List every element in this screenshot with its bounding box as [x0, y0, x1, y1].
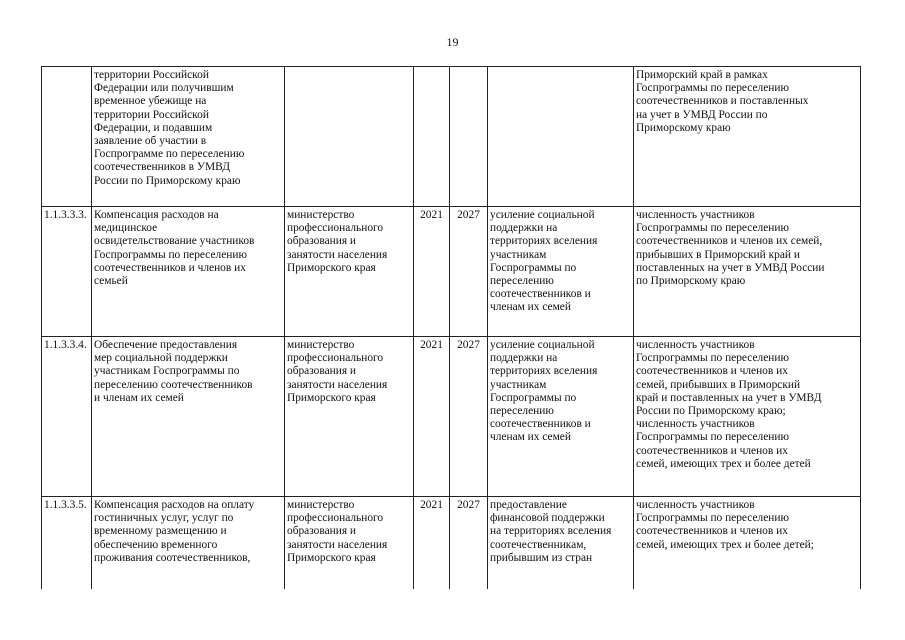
end-year-cell: 2027	[450, 207, 488, 337]
end-year-cell: 2027	[450, 497, 488, 589]
end-year-cell: 2027	[450, 337, 488, 497]
table-row	[42, 337, 861, 497]
start-year-cell: 2021	[414, 497, 450, 589]
table-row	[42, 497, 861, 589]
end-year-cell	[450, 67, 488, 207]
expected-result-cell: усиление социальной поддержки на территориях вселения участникам Госпрограммы по переселению соотечественников и членам их семей	[488, 207, 634, 337]
page-number: 19	[446, 35, 459, 49]
start-year-cell	[414, 67, 450, 207]
indicator-cell: численность участников Госпрограммы по переселению соотечественников и членов их семей, прибывших в Приморский край и поставленных на учет в УМВД России по Приморскому краю; численность участников Госпрограммы по переселению соотечественников и членов их семей, имеющих трех и более детей	[634, 337, 861, 497]
start-year-cell: 2021	[414, 337, 450, 497]
indicator-cell: численность участников Госпрограммы по переселению соотечественников и членов их семей, прибывших в Приморский край и поставленных на учет в УМВД России по Приморскому краю	[634, 207, 861, 337]
row-number-cell	[42, 67, 92, 207]
measure-name-cell: Компенсация расходов на медицинское освидетельствование участников Госпрограммы по переселению соотечественников и членов их семьей	[92, 207, 285, 337]
measure-name-cell: территории Российской Федерации или получившим временное убежище на территории Российской Федерации, и подавшим заявление об участии в Госпрограмме по переселению соотечественников в УМВД России по Приморскому краю	[92, 67, 285, 207]
table-row	[42, 207, 861, 337]
indicator-cell: численность участников Госпрограммы по переселению соотечественников и членов их семей, имеющих трех и более детей;	[634, 497, 861, 589]
table-row	[42, 67, 861, 207]
start-year-cell: 2021	[414, 207, 450, 337]
executor-cell: министерство профессионального образования и занятости населения Приморского края	[285, 207, 414, 337]
row-number-cell: 1.1.3.3.3.	[42, 207, 92, 337]
row-number-cell: 1.1.3.3.4.	[42, 337, 92, 497]
measure-name-cell: Обеспечение предоставления мер социальной поддержки участникам Госпрограммы по переселению соотечественников и членам их семей	[92, 337, 285, 497]
executor-cell: министерство профессионального образования и занятости населения Приморского края	[285, 497, 414, 589]
expected-result-cell: усиление социальной поддержки на территориях вселения участникам Госпрограммы по переселению соотечественников и членам их семей	[488, 337, 634, 497]
expected-result-cell	[488, 67, 634, 207]
measure-name-cell: Компенсация расходов на оплату гостиничных услуг, услуг по временному размещению и обеспечению временного проживания соотечественников,	[92, 497, 285, 589]
program-measures-table	[41, 66, 861, 589]
indicator-cell: Приморский край в рамках Госпрограммы по переселению соотечественников и поставленных на учет в УМВД России по Приморскому краю	[634, 67, 861, 207]
executor-cell	[285, 67, 414, 207]
expected-result-cell: предоставление финансовой поддержки на территориях вселения соотечественникам, прибывшим из стран	[488, 497, 634, 589]
executor-cell: министерство профессионального образования и занятости населения Приморского края	[285, 337, 414, 497]
row-number-cell: 1.1.3.3.5.	[42, 497, 92, 589]
